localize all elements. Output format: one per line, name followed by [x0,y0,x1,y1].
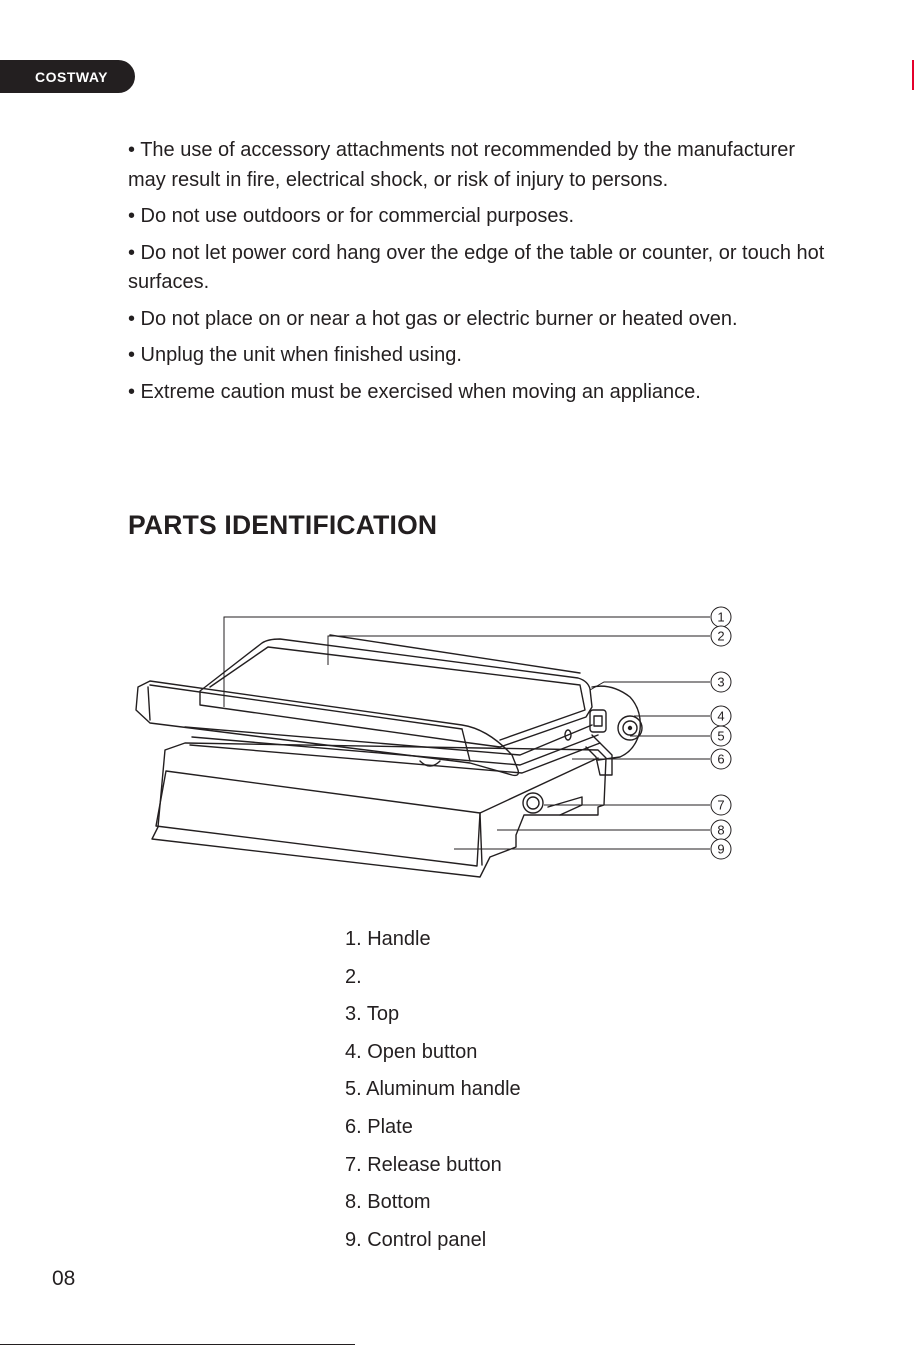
grill-lid-illustration [200,635,592,747]
section-title: PARTS IDENTIFICATION [128,510,438,540]
svg-text:3: 3 [717,674,725,690]
footer-rule [0,1344,355,1345]
callout-7 [711,795,731,815]
safety-bullet: • Do not place on or near a hot gas or electric burner or heated oven. [128,307,738,330]
callout-3 [711,672,731,692]
svg-text:2: 2 [717,628,725,644]
callout-9 [711,839,731,859]
callout-5 [711,726,731,746]
parts-list [345,921,521,1259]
parts-list-item: 5. Aluminum handle [345,1078,521,1101]
callout-4 [711,706,731,726]
callout-2 [711,626,731,646]
svg-text:1: 1 [717,609,725,625]
safety-bullet: • Do not use outdoors or for commercial purposes. [128,205,575,227]
svg-text:5: 5 [717,728,725,744]
parts-list-item: 9. Control panel [345,1228,487,1251]
leader-line-1 [224,617,710,707]
svg-text:6: 6 [717,751,725,767]
brand-logo-tab [0,60,135,93]
parts-list-item: 4. Open button [345,1040,478,1063]
callout-1 [711,607,731,627]
parts-list-item: 1. Handle [345,928,431,950]
svg-text:9: 9 [717,841,725,857]
callout-6 [711,749,731,769]
page-number: 08 [52,1267,76,1290]
parts-list-item: 2. [345,965,362,988]
parts-list-item: 8. Bottom [345,1191,431,1214]
svg-text:4: 4 [717,708,725,724]
parts-list-item: 3. Top [345,1003,400,1026]
callout-8 [711,820,731,840]
safety-bullet: • Unplug the unit when finished using. [128,344,462,366]
parts-list-item: 7. Release button [345,1153,502,1176]
svg-text:8: 8 [717,822,725,838]
grill-parts-diagram [0,595,914,895]
safety-bullet: • Extreme caution must be exercised when moving an appliance. [128,380,701,403]
release-button-illustration [523,793,543,813]
safety-bullet-list [128,136,828,414]
leader-line-3 [590,682,710,690]
parts-list-item: 6. Plate [345,1115,413,1138]
handle-illustration [136,681,518,775]
grill-base-illustration [152,743,606,877]
hinge-illustration [565,686,642,775]
safety-bullet: • The use of accessory attachments not recommended by the manufacturer may result in fire, electrical shock, or risk of injury to persons. [128,139,795,191]
safety-bullet: • Do not let power cord hang over the edge of the table or counter, or touch hot surfaces. [128,241,825,293]
brand-name: COSTWAY [35,68,108,85]
svg-text:7: 7 [717,797,725,813]
